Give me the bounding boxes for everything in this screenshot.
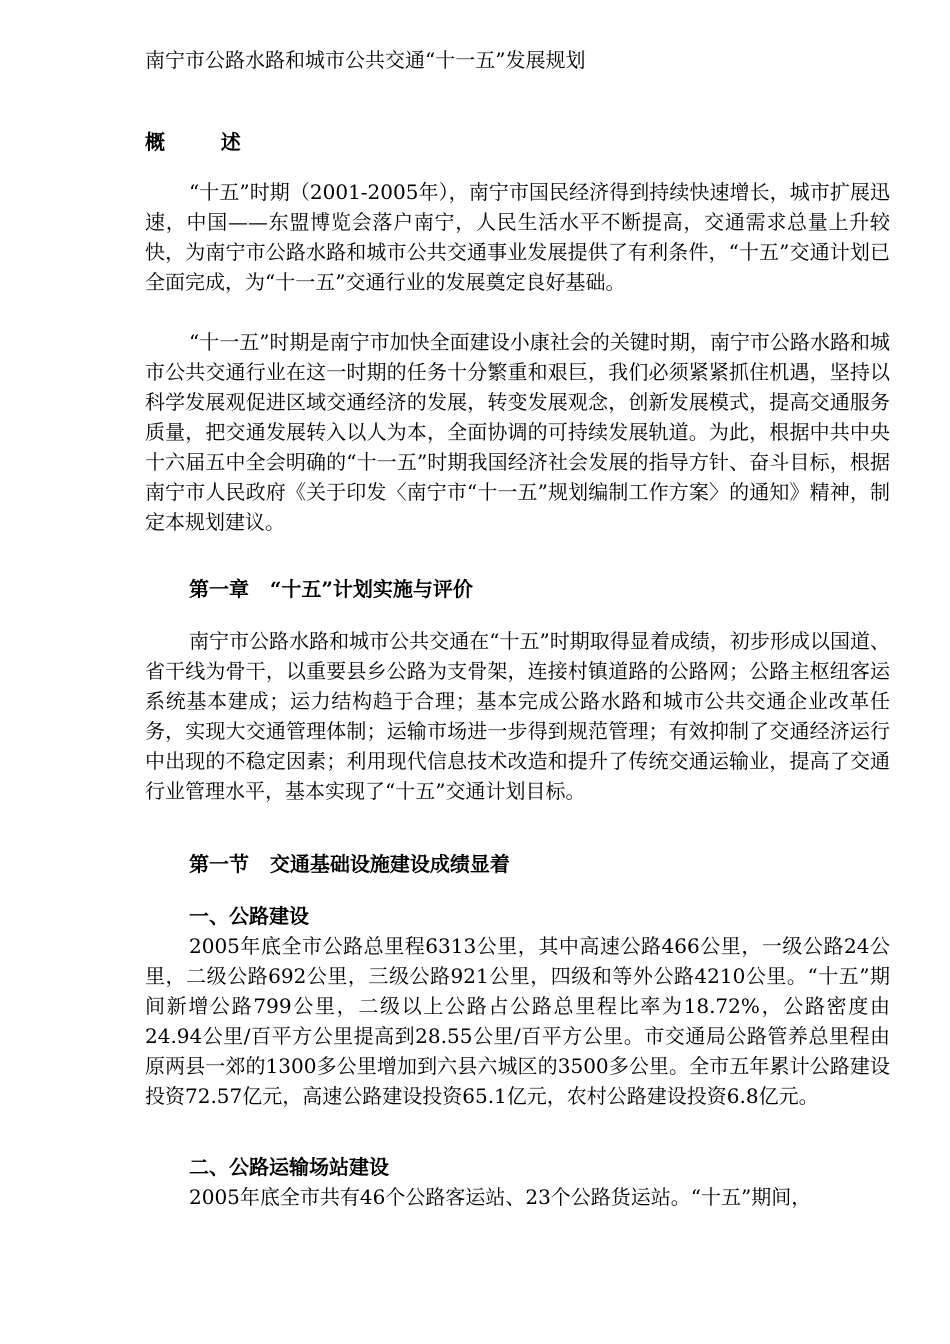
overview-paragraph-2: “十一五”时期是南宁市加快全面建设小康社会的关键时期，南宁市公路水路和城市公共交通行业在这一时期的任务十分繁重和艰巨，我们必须紧紧抓住机遇，坚持以科学发展观促进区域交通经济的发展，转变发展观念，创新发展模式，提高交通服务质量，把交通发展转入以人为本，全面协调的可持续发展轨道。为此，根据中共中央十六届五中全会明确的“十一五”时期我国经济社会发展的指导方针、奋斗目标，根据南宁市人民政府《关于印发〈南宁市“十一五”规划编制工作方案〉的通知》精神，制定本规划建议。: [145, 330, 890, 534]
overview-heading: 概 述: [145, 130, 241, 154]
subsection-stations-paragraph: 2005年底全市共有46个公路客运站、23个公路货运站。“十五”期间，: [189, 1185, 812, 1209]
chapter-1-paragraph: 南宁市公路水路和城市公共交通在“十五”时期取得显着成绩，初步形成以国道、省干线为骨干，以重要县乡公路为支骨架，连接村镇道路的公路网；公路主枢纽客运系统基本建成；运力结构趋于合理；基本完成公路水路和城市公共交通企业改革任务，实现大交通管理体制；运输市场进一步得到规范管理；有效抑制了交通经济运行中出现的不稳定因素；利用现代信息技术改造和提升了传统交通运输业，提高了交通行业管理水平，基本实现了“十五”交通计划目标。: [145, 629, 890, 803]
chapter-1-heading: 第一章 “十五”计划实施与评价: [189, 577, 473, 601]
running-header: 南宁市公路水路和城市公共交通“十一五”发展规划: [145, 48, 586, 72]
subsection-stations-heading: 二、公路运输场站建设: [189, 1155, 389, 1179]
overview-paragraph-1: “十五”时期（2001-2005年），南宁市国民经济得到持续快速增长，城市扩展迅速，中国——东盟博览会落户南宁，人民生活水平不断提高，交通需求总量上升较快，为南宁市公路水路和城市公共交通事业发展提供了有利条件，“十五”交通计划已全面完成，为“十一五”交通行业的发展奠定良好基础。: [145, 180, 890, 294]
subsection-highway-paragraph: 2005年底全市公路总里程6313公里，其中高速公路466公里，一级公路24公里，二级公路692公里，三级公路921公里，四级和等外公路4210公里。“十五”期间新增公路799公里，二级以上公路占公路总里程比率为18.72%，公路密度由24.94公里/百平方公里提高到28.55公里/百平方公里。市交通局公路管养总里程由原两县一郊的1300多公里增加到六县六城区的3500多公里。全市五年累计公路建设投资72.57亿元，高速公路建设投资65.1亿元，农村公路建设投资6.8亿元。: [145, 934, 890, 1108]
section-1-heading: 第一节 交通基础设施建设成绩显着: [189, 852, 510, 876]
subsection-highway-heading: 一、公路建设: [189, 904, 309, 928]
